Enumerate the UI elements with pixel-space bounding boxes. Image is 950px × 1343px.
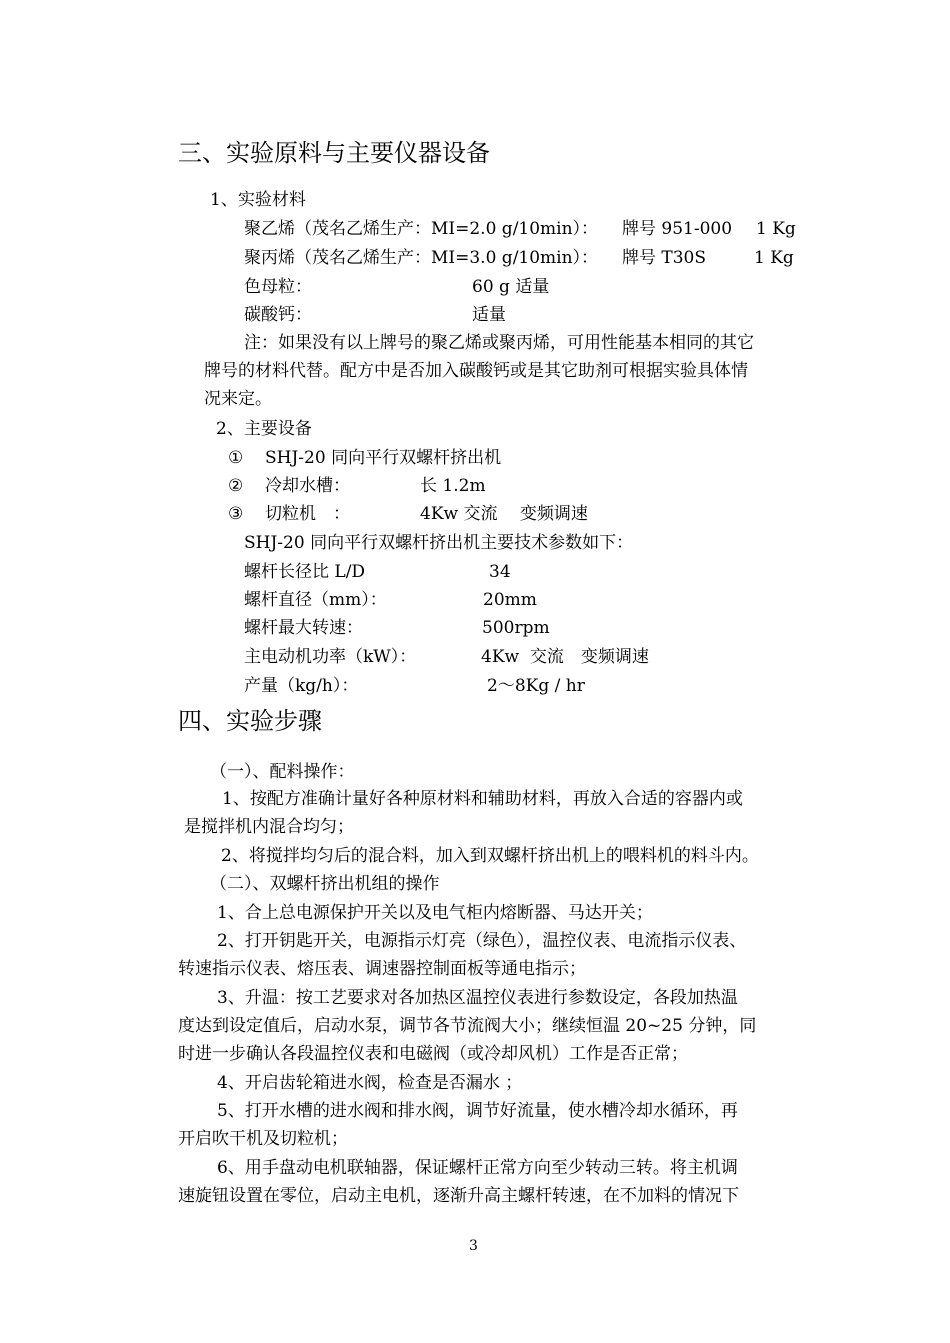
page-number: 3 [469, 1238, 478, 1254]
param-value: 20mm [483, 590, 537, 610]
subsection-2-title: （二）、双螺杆挤出机组的操作 [210, 874, 440, 894]
equipment-heading: 2、主要设备 [216, 419, 312, 439]
step-line: 5、打开水槽的进水阀和排水阀，调节好流量，使水槽冷却水循环，再 [217, 1101, 738, 1121]
step-line: 2、将搅拌均匀后的混合料，加入到双螺杆挤出机上的喂料机的料斗内。 [221, 846, 759, 866]
params-heading: SHJ-20 同向平行双螺杆挤出机主要技术参数如下： [244, 533, 634, 553]
material-4-amount: 适量 [472, 305, 506, 325]
step-line: 时进一步确认各段温控仪表和电磁阀（或冷却风机）工作是否正常； [178, 1044, 688, 1064]
param-label: 螺杆直径（mm）： [244, 590, 387, 610]
material-2-grade: 牌号 T30S [622, 248, 707, 268]
step-line: 4、开启齿轮箱进水阀，检查是否漏水 ； [217, 1073, 523, 1093]
step-line: 2、打开钥匙开关，电源指示灯亮（绿色），温控仪表、电流指示仪表、 [217, 931, 747, 951]
material-1-grade: 牌号 951-000 [622, 219, 733, 239]
param-value: 34 [489, 562, 511, 582]
section-4-title: 四、实验步骤 [178, 707, 322, 735]
equipment-2-name: 冷却水槽： [265, 476, 350, 496]
note-line: 况来定。 [204, 389, 272, 409]
step-line: 6、用手盘动电机联轴器，保证螺杆正常方向至少转动三转。将主机调 [217, 1158, 738, 1178]
step-line: 转速指示仪表、熔压表、调速器控制面板等通电指示； [178, 959, 586, 979]
param-label: 主电动机功率（kW）： [244, 647, 417, 667]
subsection-1-title: （一）、配料操作： [210, 762, 355, 782]
material-3-amount: 60 g 适量 [472, 277, 550, 297]
equipment-1-num: ① [228, 448, 244, 468]
note-line: 牌号的材料代替。配方中是否加入碳酸钙或是其它助剂可根据实验具体情 [204, 361, 748, 381]
equipment-1-name: SHJ-20 同向平行双螺杆挤出机 [265, 448, 502, 468]
step-line: 3、升温：按工艺要求对各加热区温控仪表进行参数设定，各段加热温 [217, 988, 738, 1008]
material-2-name: 聚丙烯（茂名乙烯生产：MI=3.0 g/10min）： [244, 248, 599, 268]
param-value: 4Kw 交流 变频调速 [481, 647, 649, 667]
material-1-name: 聚乙烯（茂名乙烯生产：MI=2.0 g/10min）： [244, 219, 599, 239]
step-line: 1、按配方准确计量好各种原材料和辅助材料，再放入合适的容器内或 [222, 789, 743, 809]
material-3-name: 色母粒： [244, 277, 312, 297]
step-line: 速旋钮设置在零位，启动主电机，逐渐升高主螺杆转速，在不加料的情况下 [178, 1186, 739, 1206]
material-4-name: 碳酸钙： [244, 305, 312, 325]
param-label: 螺杆最大转速： [244, 618, 363, 638]
param-label: 螺杆长径比 L/D [244, 562, 366, 582]
section-3-title: 三、实验原料与主要仪器设备 [178, 139, 490, 167]
material-1-qty: 1 Kg [756, 219, 796, 239]
equipment-3-name: 切粒机 ： [265, 504, 350, 524]
material-2-qty: 1 Kg [754, 248, 794, 268]
step-line: 度达到设定值后，启动水泵，调节各节流阀大小；继续恒温 20~25 分钟，同 [178, 1016, 757, 1036]
equipment-3-spec: 4Kw 交流 变频调速 [420, 504, 588, 524]
step-line: 是搅拌机内混合均匀； [184, 817, 354, 837]
param-value: 2～8Kg / hr [487, 676, 585, 696]
equipment-3-num: ③ [228, 504, 244, 524]
note-line: 注：如果没有以上牌号的聚乙烯或聚丙烯，可用性能基本相同的其它 [244, 333, 754, 353]
param-label: 产量（kg/h）： [244, 676, 359, 696]
param-value: 500rpm [482, 618, 550, 638]
step-line: 开启吹干机及切粒机； [178, 1129, 348, 1149]
equipment-2-num: ② [228, 476, 244, 496]
materials-heading: 1、实验材料 [210, 190, 306, 210]
equipment-2-spec: 长 1.2m [420, 476, 486, 496]
step-line: 1、合上总电源保护开关以及电气柜内熔断器、马达开关； [217, 903, 653, 923]
